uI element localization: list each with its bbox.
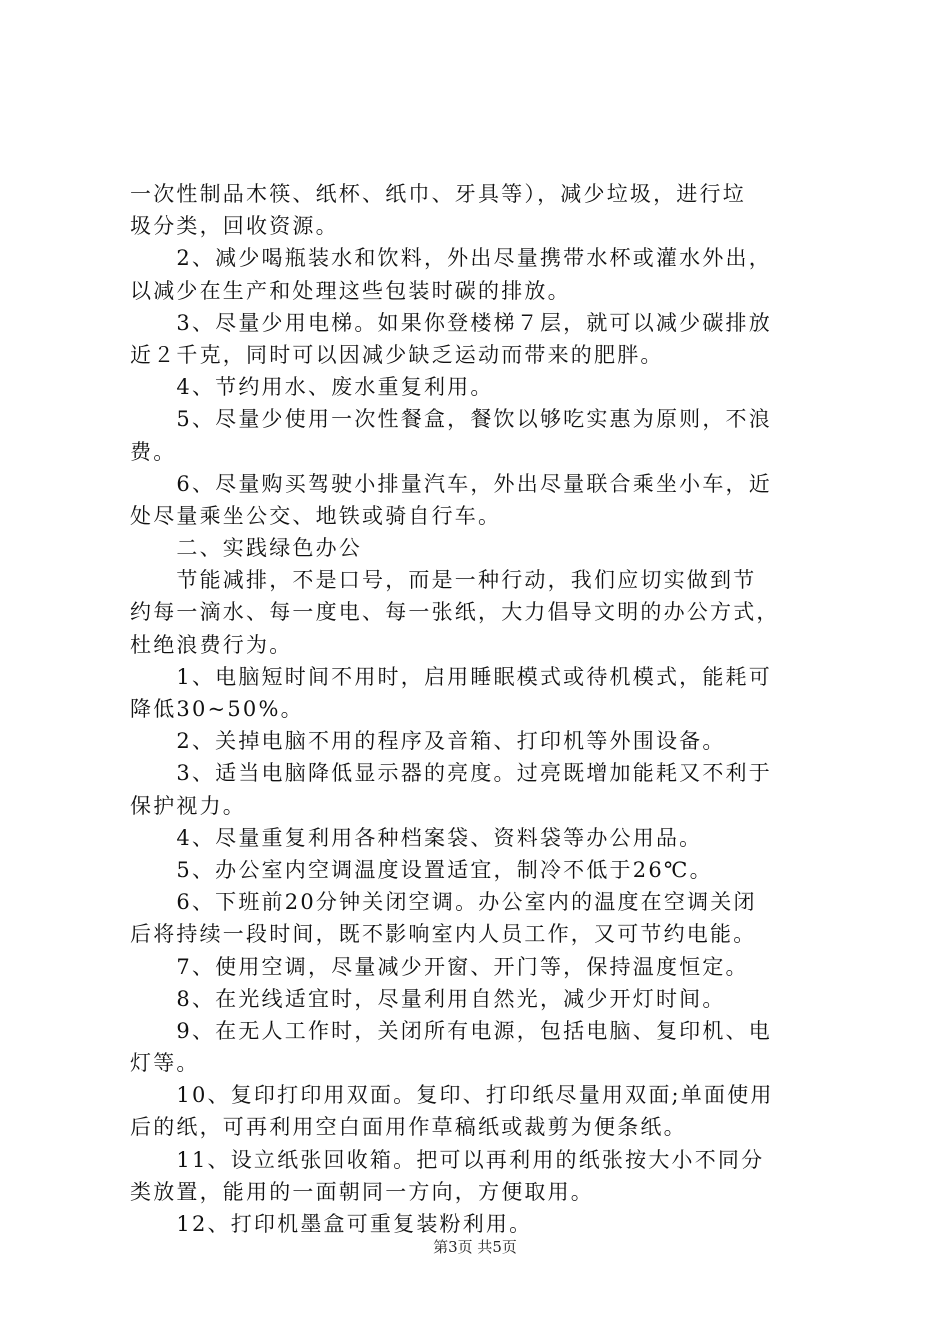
- text-line: 灯等。: [130, 1051, 200, 1076]
- text-line: 后将持续一段时间，既不影响室内人员工作，又可节约电能。: [130, 922, 757, 947]
- text-line: 2、关掉电脑不用的程序及音箱、打印机等外围设备。: [130, 729, 726, 754]
- text-line: 5、办公室内空调温度设置适宜，制冷不低于26℃。: [130, 857, 713, 882]
- text-line: 杜绝浪费行为。: [130, 632, 293, 657]
- text-line: 以减少在生产和处理这些包装时碳的排放。: [130, 278, 571, 303]
- body-text: [130, 178, 834, 1240]
- text-line: 保护视力。: [130, 793, 246, 818]
- text-line: 费。: [130, 439, 177, 464]
- text-line: 12、打印机墨盒可重复装粉利用。: [130, 1212, 533, 1236]
- text-line: 类放置，能用的一面朝同一方向，方便取用。: [130, 1179, 594, 1204]
- text-line: 10、复印打印用双面。复印、打印纸尽量用双面;单面使用: [130, 1083, 774, 1108]
- text-line: 一次性制品木筷、纸杯、纸巾、牙具等），减少垃圾，进行垃: [130, 182, 746, 206]
- text-line: 4、节约用水、废水重复利用。: [130, 375, 494, 400]
- text-line: 处尽量乘坐公交、地铁或骑自行车。: [130, 503, 502, 528]
- text-line: 节能减排，不是口号，而是一种行动，我们应切实做到节: [130, 568, 757, 593]
- page-number-label: 第3页 共5页: [433, 1238, 517, 1256]
- text-line: 近２千克，同时可以因减少缺乏运动而带来的肥胖。: [130, 342, 664, 367]
- text-line: 圾分类，回收资源。: [130, 214, 339, 239]
- text-line: 3、适当电脑降低显示器的亮度。过亮既增加能耗又不利于: [130, 761, 772, 786]
- text-line: 11、设立纸张回收箱。把可以再利用的纸张按大小不同分: [130, 1147, 765, 1172]
- section-heading: 二、实践绿色办公: [130, 536, 362, 561]
- text-line: 9、在无人工作时，关闭所有电源，包括电脑、复印机、电: [130, 1018, 772, 1043]
- text-line: 7、使用空调，尽量减少开窗、开门等，保持温度恒定。: [130, 954, 749, 979]
- text-line: 8、在光线适宜时，尽量利用自然光，减少开灯时间。: [130, 986, 726, 1011]
- text-line: 后的纸，可再利用空白面用作草稿纸或裁剪为便条纸。: [130, 1115, 687, 1140]
- page-footer: [0, 1236, 950, 1257]
- text-line: 约每一滴水、每一度电、每一张纸，大力倡导文明的办公方式，: [130, 600, 780, 625]
- text-line: 4、尽量重复利用各种档案袋、资料袋等办公用品。: [130, 825, 703, 850]
- text-line: 2、减少喝瓶装水和饮料，外出尽量携带水杯或灌水外出，: [130, 246, 772, 271]
- text-line: 降低30~50%。: [130, 697, 304, 721]
- text-line: 3、尽量少用电梯。如果你登楼梯７层，就可以减少碳排放: [130, 310, 772, 335]
- text-line: 1、电脑短时间不用时，启用睡眠模式或待机模式，能耗可: [130, 664, 772, 689]
- text-line: 5、尽量少使用一次性餐盒，餐饮以够吃实惠为原则，不浪: [130, 407, 772, 432]
- text-line: 6、尽量购买驾驶小排量汽车，外出尽量联合乘坐小车，近: [130, 471, 772, 496]
- text-line: 6、下班前20分钟关闭空调。办公室内的温度在空调关闭: [130, 890, 757, 915]
